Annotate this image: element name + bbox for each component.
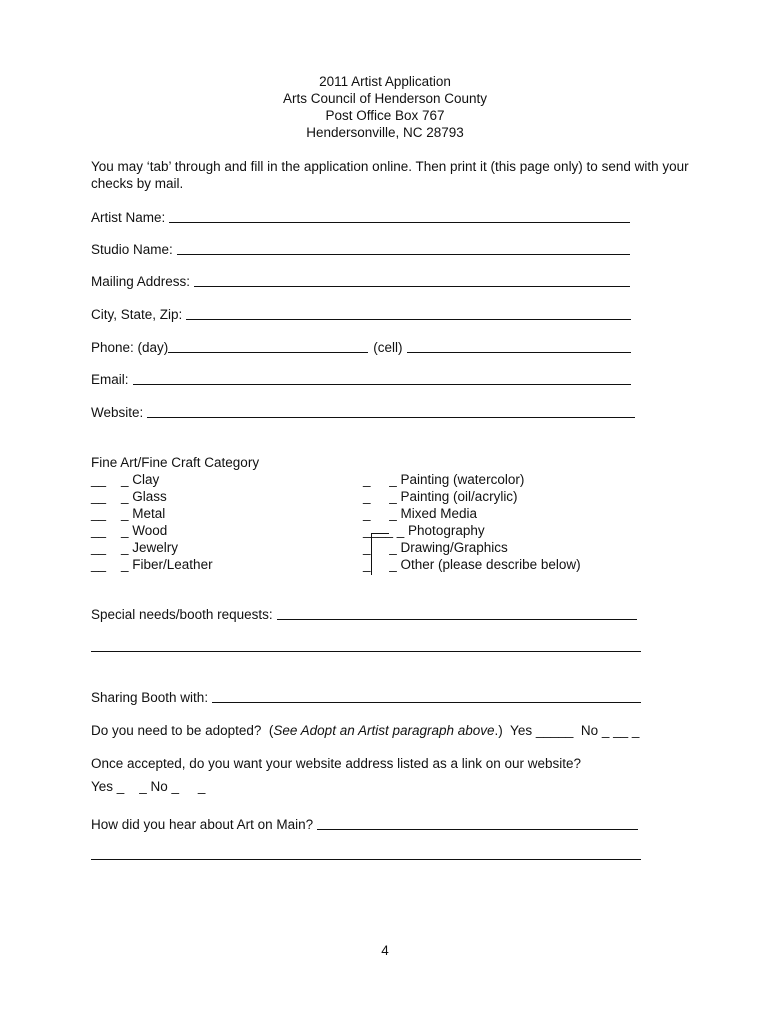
phone-day-label: Phone: (day): [91, 340, 169, 355]
artist-name-row: [91, 206, 630, 226]
organization-name: Arts Council of Henderson County: [282, 91, 488, 106]
special-needs-extra-line[interactable]: [91, 651, 641, 652]
category-clay[interactable]: __ _ Clay: [91, 472, 160, 487]
category-metal[interactable]: __ _ Metal: [91, 506, 166, 521]
studio-name-label: Studio Name:: [91, 242, 173, 257]
website-link-answer[interactable]: Yes _ _ No _ _: [91, 779, 206, 794]
special-needs-label: Special needs/booth requests:: [91, 607, 273, 622]
category-drawing-graphics[interactable]: _ _ Drawing/Graphics: [363, 540, 508, 555]
adopted-prefix: Do you need to be adopted? (: [91, 723, 274, 738]
form-field-bracket-top: [371, 533, 389, 534]
website-link-question: Once accepted, do you want your website address listed as a link on our website?: [91, 756, 582, 771]
hear-about-row: [91, 813, 638, 833]
special-needs-row: [91, 603, 637, 623]
email-label: Email:: [91, 372, 129, 387]
form-title: 2011 Artist Application: [319, 74, 451, 89]
hear-about-extra-line[interactable]: [91, 859, 641, 860]
phone-cell-label: (cell): [373, 340, 403, 355]
category-heading: Fine Art/Fine Craft Category: [91, 455, 260, 470]
city-state-zip-field[interactable]: [186, 305, 631, 320]
artist-name-label: Artist Name:: [91, 210, 166, 225]
adopted-italic: See Adopt an Artist paragraph above: [273, 723, 495, 738]
special-needs-field[interactable]: [277, 605, 637, 620]
category-painting-oil[interactable]: _ _ Painting (oil/acrylic): [363, 489, 518, 504]
mailing-address-row: [91, 270, 630, 290]
instructions-text: You may ‘tab’ through and fill in the application online. Then print it (this page only) to send with your checks by mail.: [91, 159, 689, 191]
form-field-bracket: [371, 533, 372, 575]
category-painting-watercolor[interactable]: _ _ Painting (watercolor): [363, 472, 525, 487]
address-line-2: Hendersonville, NC 28793: [306, 125, 464, 140]
artist-name-field[interactable]: [169, 208, 630, 223]
studio-name-row: [91, 238, 630, 258]
email-field[interactable]: [133, 370, 631, 385]
phone-row: [91, 336, 631, 356]
city-state-zip-row: [91, 303, 631, 323]
category-jewelry[interactable]: __ _ Jewelry: [91, 540, 179, 555]
phone-day-field[interactable]: [168, 338, 368, 353]
sharing-booth-row: [91, 686, 641, 706]
website-label: Website:: [91, 405, 144, 420]
mailing-address-field[interactable]: [194, 272, 630, 287]
city-state-zip-label: City, State, Zip:: [91, 307, 183, 322]
adopted-suffix: .) Yes _____ No _ __ _: [494, 723, 640, 738]
category-photography[interactable]: ____ _ Photography: [363, 523, 485, 538]
email-row: [91, 368, 631, 388]
sharing-booth-label: Sharing Booth with:: [91, 690, 209, 705]
sharing-booth-field[interactable]: [212, 688, 641, 703]
category-mixed-media[interactable]: _ _ Mixed Media: [363, 506, 478, 521]
mailing-address-label: Mailing Address:: [91, 274, 191, 289]
category-wood[interactable]: __ _ Wood: [91, 523, 168, 538]
website-field[interactable]: [147, 403, 635, 418]
website-row: [91, 401, 635, 421]
category-other[interactable]: _ _ Other (please describe below): [363, 557, 581, 572]
category-fiber-leather[interactable]: __ _ Fiber/Leather: [91, 557, 213, 572]
address-line-1: Post Office Box 767: [325, 108, 445, 123]
phone-cell-field[interactable]: [407, 338, 631, 353]
adopted-question[interactable]: [91, 722, 639, 739]
studio-name-field[interactable]: [177, 240, 630, 255]
form-header: [0, 73, 770, 141]
category-glass[interactable]: __ _ Glass: [91, 489, 167, 504]
hear-about-label: How did you hear about Art on Main?: [91, 817, 314, 832]
hear-about-field[interactable]: [317, 815, 638, 830]
page-number: 4: [381, 943, 389, 958]
